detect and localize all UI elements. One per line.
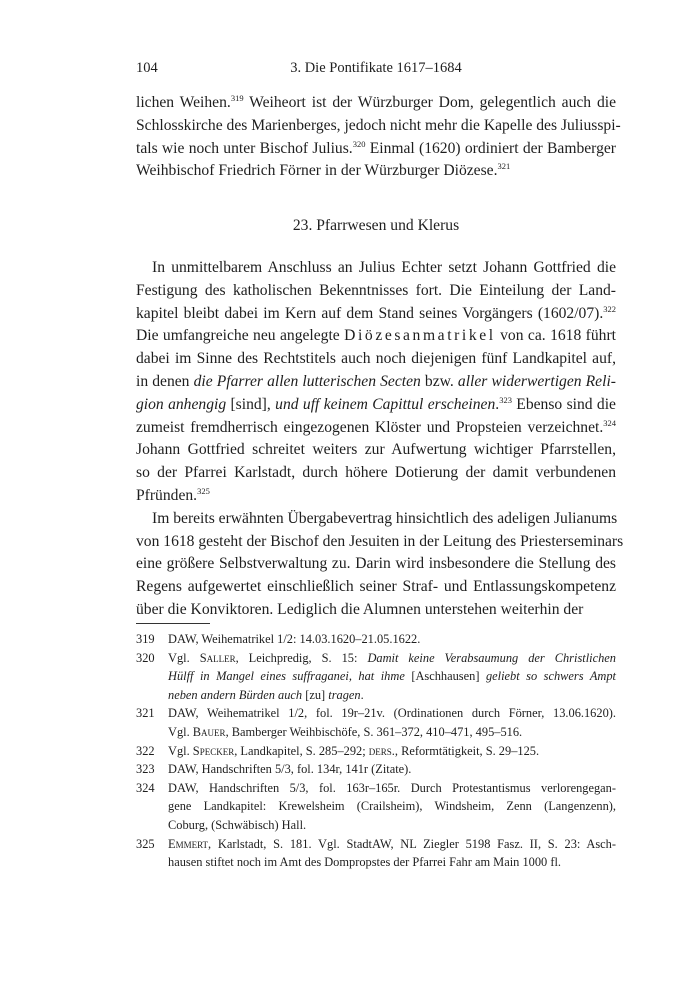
footnote-line (136, 630, 616, 649)
text-run: Vgl. (168, 650, 200, 665)
footnote-ref: 322 (603, 303, 616, 314)
footnote-line (136, 760, 616, 779)
footnote-line (136, 742, 616, 761)
text-run: , Bamberger Weihbischöfe, S. 361–372, 410–471, 495–516. (225, 724, 523, 739)
body-text (136, 257, 624, 622)
italic-quote: neben andern Bürden auch (168, 687, 303, 702)
text-run: Im bereits erwähnten Übergabevertrag hinsichtlich des adeligen Julianums (152, 509, 618, 527)
italic-quote: Hülff in Mangel eines suffraganei, hat ihme (168, 669, 405, 684)
footnote-line (136, 704, 616, 723)
footnote-number: 325 (136, 836, 155, 851)
page-header (136, 60, 616, 80)
italic-quote: die Pfarrer allen lutterischen Secten (193, 372, 421, 390)
text-run: so der Pfarrei Karlstadt, durch höhere Dotierung der damit verbundenen (136, 464, 616, 482)
text-line (136, 394, 616, 417)
text-line (136, 92, 616, 115)
footnote-ref: 323 (499, 394, 512, 405)
text-run: . (495, 395, 500, 413)
text-run: Pfründen. (136, 486, 198, 504)
footnote-number: 319 (136, 632, 155, 646)
text-line (136, 576, 616, 599)
italic-quote: aller widerwertigen Reli- (457, 372, 616, 390)
text-run: , Leichpredig, S. 15: (235, 650, 368, 665)
text-line (136, 115, 621, 138)
running-title: 3. Die Pontifikate 1617–1684 (290, 60, 462, 76)
text-line (136, 485, 616, 508)
footnote-rule (136, 623, 210, 624)
text-run: Johann Gottfried schreitet weiters zur Aufwertung wichtiger Pfarrstellen, (136, 441, 616, 459)
author-name: Saller (199, 650, 236, 665)
text-run: eine größere Selbstverwaltung zu. Darin wird insbesondere die Stellung des (136, 555, 616, 573)
footnote-number: 321 (136, 706, 155, 721)
footnote-ref: 320 (352, 138, 366, 149)
text-line (136, 371, 616, 394)
footnote-line (136, 853, 616, 872)
text-run: , Karlstadt, S. 181. Vgl. StadtAW, NL Ziegler 5198 Fasz. II, S. 23: Asch- (208, 836, 616, 851)
footnote-line (136, 779, 616, 798)
author-name: Specker (192, 743, 235, 758)
text-line (136, 417, 616, 440)
text-line (136, 160, 616, 183)
footnote-line (136, 797, 616, 816)
text-run: Einmal (1620) ordiniert der Bamberger (365, 139, 616, 157)
footnote-ref: 324 (603, 417, 616, 428)
text-run: DAW, Weihematrikel 1/2, fol. 19r–21v. (Ordinationen durch Förner, 13.06.1620). (168, 706, 616, 721)
text-line (136, 138, 616, 161)
text-run: Regens aufgewertet einschließlich seiner Straf- und Entlassungskompetenz (136, 578, 616, 596)
footnote-line (136, 686, 616, 705)
text-run: Schlosskirche des Marienberges, jedoch nicht mehr die Kapelle des Juliusspi- (136, 116, 621, 134)
italic-quote: und uff keinem Capittul erscheinen (275, 395, 496, 413)
italic-quote: tragen (328, 687, 361, 702)
text-run: von 1618 gesteht der Bischof den Jesuiten in der Leitung des Priesterseminars (136, 532, 624, 550)
text-run: DAW, Handschriften 5/3, fol. 163r–165r. Durch Protestantismus verlorengegan- (168, 780, 616, 795)
footnote-ref: 325 (197, 485, 210, 496)
text-line (136, 325, 616, 348)
spaced-term: Diözesanmatrikel (344, 327, 496, 345)
text-run: [zu] (302, 687, 329, 702)
text-run: gene Landkapitel: Krewelsheim (Crailsheim), Windsheim, Zenn (Langenzenn), (168, 799, 616, 814)
author-name: ders. (368, 743, 395, 758)
footnote-line (136, 723, 616, 742)
text-run: Weihbischof Friedrich Förner in der Würzburger Diözese. (136, 162, 498, 180)
text-run: kapitel bleibt dabei im Kern auf dem Stand seines Vorgängers (1602/07). (136, 304, 604, 322)
text-line (136, 599, 616, 622)
text-line (136, 508, 616, 531)
italic-quote: geliebt so schwers Ampt (485, 669, 616, 684)
italic-quote: gion anhengig (136, 395, 227, 413)
text-run: Ebenso sind die (511, 395, 616, 413)
section-heading: 23. Pfarrwesen und Klerus (292, 217, 460, 234)
footnote-ref: 321 (497, 161, 511, 172)
text-run: Die umfangreiche neu angelegte (136, 327, 345, 345)
footnote-ref: 319 (230, 93, 244, 103)
footnote-line (136, 835, 616, 854)
text-run: bzw. (420, 372, 458, 390)
text-line (136, 348, 616, 371)
text-line (136, 462, 616, 485)
text-line (136, 439, 616, 462)
text-run: über die Konviktoren. Lediglich die Alumnen unterstehen weiterhin der (136, 600, 584, 618)
text-run: Vgl. (168, 743, 193, 758)
text-run: Weiheort ist der Würzburger Dom, gelegentlich auch die (243, 94, 616, 111)
text-run: Festigung des katholischen Bekenntnisses fort. Die Einteilung der Land- (136, 281, 616, 299)
text-run: DAW, Handschriften 5/3, fol. 134r, 141r (Zitate). (168, 762, 412, 777)
text-line (136, 280, 616, 303)
text-run: . (360, 687, 364, 702)
footnote-line (136, 649, 616, 668)
footnote-number: 322 (136, 743, 155, 758)
intro-paragraph (136, 92, 621, 183)
text-run: Coburg, (Schwäbisch) Hall. (168, 817, 307, 832)
text-run: in denen (136, 372, 194, 390)
text-run: zumeist fremdherrisch eingezogenen Klöster und Propsteien verzeichnet. (136, 418, 604, 436)
text-run: , Landkapitel, S. 285–292; (234, 743, 369, 758)
text-run: , Reformtätigkeit, S. 29–125. (394, 743, 540, 758)
author-name: Bauer (192, 724, 226, 739)
text-run: hausen stiftet noch im Amt des Dompropstes der Pfarrei Fahr am Main 1000 fl. (168, 855, 561, 870)
text-line (136, 531, 624, 554)
page-number: 104 (136, 60, 158, 76)
text-line (136, 303, 616, 326)
footnote-number: 320 (136, 650, 155, 665)
text-run: Vgl. (168, 724, 193, 739)
footnotes (136, 630, 616, 872)
author-name: Emmert (168, 836, 209, 851)
text-run: lichen Weihen. (136, 94, 231, 111)
text-run: [Aschhausen] (404, 669, 486, 684)
footnote-number: 324 (136, 780, 155, 795)
text-line (136, 257, 616, 280)
text-line (136, 553, 616, 576)
text-run: tals wie noch unter Bischof Julius. (136, 139, 353, 157)
text-run: In unmittelbarem Anschluss an Julius Echter setzt Johann Gottfried die (152, 259, 616, 276)
footnote-line (136, 816, 616, 835)
footnote-number: 323 (136, 762, 155, 777)
text-run: von ca. 1618 führt (495, 327, 616, 345)
italic-quote: Damit keine Verabsaumung der Christlichen (367, 650, 616, 665)
text-run: DAW, Weihematrikel 1/2: 14.03.1620–21.05.1622. (168, 632, 421, 646)
text-run: [sind], (226, 395, 276, 413)
footnote-line (136, 667, 616, 686)
text-run: dabei im Sinne des Rechtstitels auch noch diejenigen fünf Landkapitel auf, (136, 350, 616, 368)
